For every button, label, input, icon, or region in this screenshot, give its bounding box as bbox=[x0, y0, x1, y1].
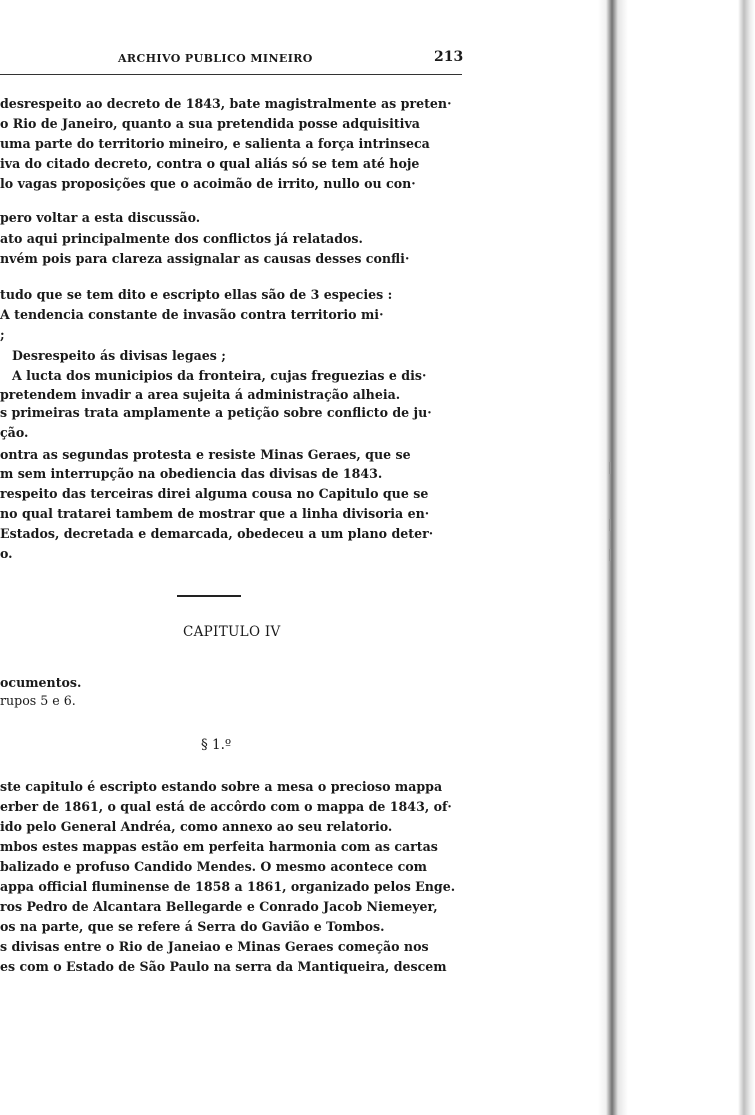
margin-mark bbox=[609, 549, 611, 561]
section-divider bbox=[177, 595, 241, 597]
text-line: ocumentos. bbox=[0, 675, 82, 690]
page-header bbox=[0, 48, 462, 75]
margin-mark bbox=[609, 519, 611, 531]
text-line: o. bbox=[0, 546, 13, 561]
text-line: lo vagas proposições que o acoimão de irrito, nullo ou con· bbox=[0, 176, 416, 191]
text-line: ção. bbox=[0, 425, 29, 440]
text-line: tudo que se tem dito e escripto ellas são de 3 especies : bbox=[0, 287, 393, 302]
text-line: desrespeito ao decreto de 1843, bate magistralmente as preten· bbox=[0, 96, 452, 111]
text-line: respeito das terceiras direi alguma cousa no Capitulo que se bbox=[0, 486, 429, 501]
text-line: pretendem invadir a area sujeita á administração alheia. bbox=[0, 387, 401, 402]
text-line: ontra as segundas protesta e resiste Minas Geraes, que se bbox=[0, 447, 411, 462]
text-line: A tendencia constante de invasão contra territorio mi· bbox=[0, 307, 384, 322]
text-line: o Rio de Janeiro, quanto a sua pretendida posse adquisitiva bbox=[0, 116, 420, 131]
chapter-heading: CAPITULO IV bbox=[183, 624, 281, 640]
text-line: ido pelo General Andréa, como annexo ao seu relatorio. bbox=[0, 819, 393, 834]
text-line: no qual tratarei tambem de mostrar que a linha divisoria en· bbox=[0, 506, 430, 521]
text-line: ; bbox=[0, 327, 5, 342]
text-line: rupos 5 e 6. bbox=[0, 693, 76, 708]
text-line: iva do citado decreto, contra o qual aliás só se tem até hoje bbox=[0, 156, 420, 171]
page-number: 213 bbox=[434, 49, 464, 65]
text-line: mbos estes mappas estão em perfeita harmonia com as cartas bbox=[0, 839, 438, 854]
text-line: erber de 1861, o qual está de accôrdo com o mappa de 1843, of· bbox=[0, 799, 452, 814]
text-line: balizado e profuso Candido Mendes. O mesmo acontece com bbox=[0, 859, 427, 874]
text-line: ste capitulo é escripto estando sobre a mesa o precioso mappa bbox=[0, 779, 443, 794]
text-line: pero voltar a esta discussão. bbox=[0, 210, 201, 225]
text-line: Desrespeito ás divisas legaes ; bbox=[12, 348, 226, 363]
text-line: A lucta dos municipios da fronteira, cujas freguezias e dis· bbox=[12, 368, 427, 383]
text-line: Estados, decretada e demarcada, obedeceu a um plano deter· bbox=[0, 526, 434, 541]
text-line: nvém pois para clareza assignalar as causas desses confli· bbox=[0, 251, 410, 266]
margin-mark bbox=[609, 462, 611, 474]
text-line: os na parte, que se refere á Serra do Gavião e Tombos. bbox=[0, 919, 385, 934]
text-line: es com o Estado de São Paulo na serra da Mantiqueira, descem bbox=[0, 959, 447, 974]
book-spine-shadow bbox=[598, 0, 755, 1115]
text-line: appa official fluminense de 1858 a 1861, organizado pelos Enge. bbox=[0, 879, 456, 894]
text-line: ros Pedro de Alcantara Bellegarde e Conrado Jacob Niemeyer, bbox=[0, 899, 438, 914]
section-heading: § 1.º bbox=[201, 737, 232, 753]
text-line: s primeiras trata amplamente a petição sobre conflicto de ju· bbox=[0, 405, 432, 420]
text-line: ato aqui principalmente dos conflictos já relatados. bbox=[0, 231, 363, 246]
text-line: m sem interrupção na obediencia das divisas de 1843. bbox=[0, 466, 383, 481]
text-line: s divisas entre o Rio de Janeiao e Minas Geraes começão nos bbox=[0, 939, 429, 954]
running-title: ARCHIVO PUBLICO MINEIRO bbox=[118, 52, 313, 65]
text-line: uma parte do territorio mineiro, e salienta a força intrinseca bbox=[0, 136, 430, 151]
